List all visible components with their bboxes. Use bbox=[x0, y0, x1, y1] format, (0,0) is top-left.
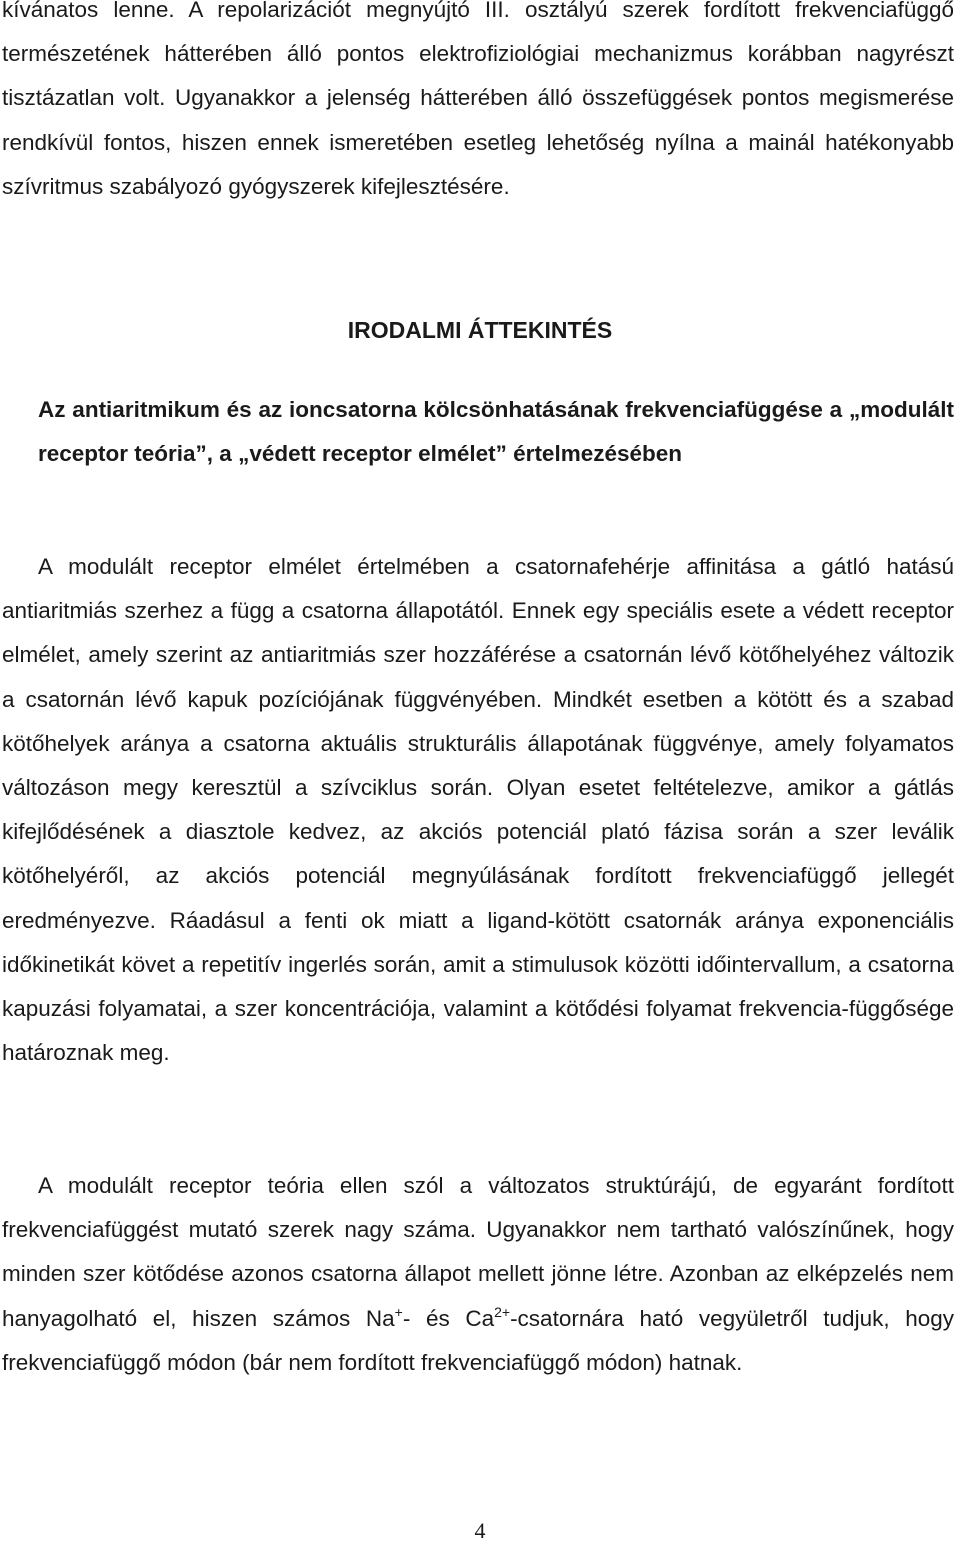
calcium-charge-superscript: 2+ bbox=[494, 1303, 511, 1320]
sodium-charge-superscript: + bbox=[394, 1303, 403, 1320]
paragraph-text-part-3: -csatornára ható vegyületről tudjuk, hogy frekvenciafüggő módon (bár nem fordított frekvenciafüggő módon) hatnak. bbox=[2, 1305, 954, 1375]
subsection-heading: Az antiaritmikum és az ioncsatorna kölcsönhatásának frekvenciafüggése a „modulált receptor teória”, a „védett receptor elmélet” értelmezésében bbox=[38, 397, 954, 467]
paragraph-modulated-receptor: A modulált receptor elmélet értelmében a csatornafehérje affinitása a gátló hatású antiaritmiás szerhez a függ a csatorna állapotától. Ennek egy speciális esete a védett receptor elmélet, amely szerint az antiaritmiás szer hozzáférése a csatornán lévő kötőhelyéhez változik a csatornán lévő kapuk pozíciójának függvényében. Mindkét esetben a kötött és a szabad kötőhelyek aránya a csatorna aktuális strukturális állapotának függvénye, amely folyamatos változáson megy keresztül a szívciklus során. Olyan esetet feltételezve, amikor a gátlás kifejlődésének a diasztole kedvez, az akciós potenciál plató fázisa során a szer leválik kötőhelyéről, az akciós potenciál megnyúlásának fordított frekvenciafüggő jellegét eredményezve. Ráadásul a fenti ok miatt a ligand-kötött csatornák aránya exponenciális időkinetikát követ a repetitív ingerlés során, amit a stimulusok közötti időintervallum, a csatorna kapuzási folyamatai, a szer koncentrációja, valamint a kötődési folyamat frekvencia-függősége határoznak meg. bbox=[2, 554, 954, 1066]
page-number: 4 bbox=[474, 1518, 486, 1543]
paragraph-counterargument bbox=[2, 1164, 954, 1385]
paragraph-text-part-2: - és Ca bbox=[402, 1305, 495, 1331]
section-heading: IRODALMI ÁTTEKINTÉS bbox=[347, 317, 613, 343]
paragraph-text-part-1: A modulált receptor teória ellen szól a változatos struktúrájú, de egyaránt fordított frekvenciafüggést mutató szerek nagy száma. Ugyanakkor nem tartható valószínűnek, hogy minden szer kötődése azonos csatorna állapot mellett jönne létre. Azonban az elképzelés nem hanyagolható el, hiszen számos Na bbox=[2, 1173, 954, 1331]
paragraph-intro: kívánatos lenne. A repolarizációt megnyújtó III. osztályú szerek fordított frekvenciafüggő természetének hátterében álló pontos elektrofiziológiai mechanizmus korábban nagyrészt tisztázatlan volt. Ugyanakkor a jelenség hátterében álló összefüggések pontos megismerése rendkívül fontos, hiszen ennek ismeretében esetleg lehetőség nyílna a mainál hatékonyabb szívritmus szabályozó gyógyszerek kifejlesztésére. bbox=[2, 0, 954, 199]
